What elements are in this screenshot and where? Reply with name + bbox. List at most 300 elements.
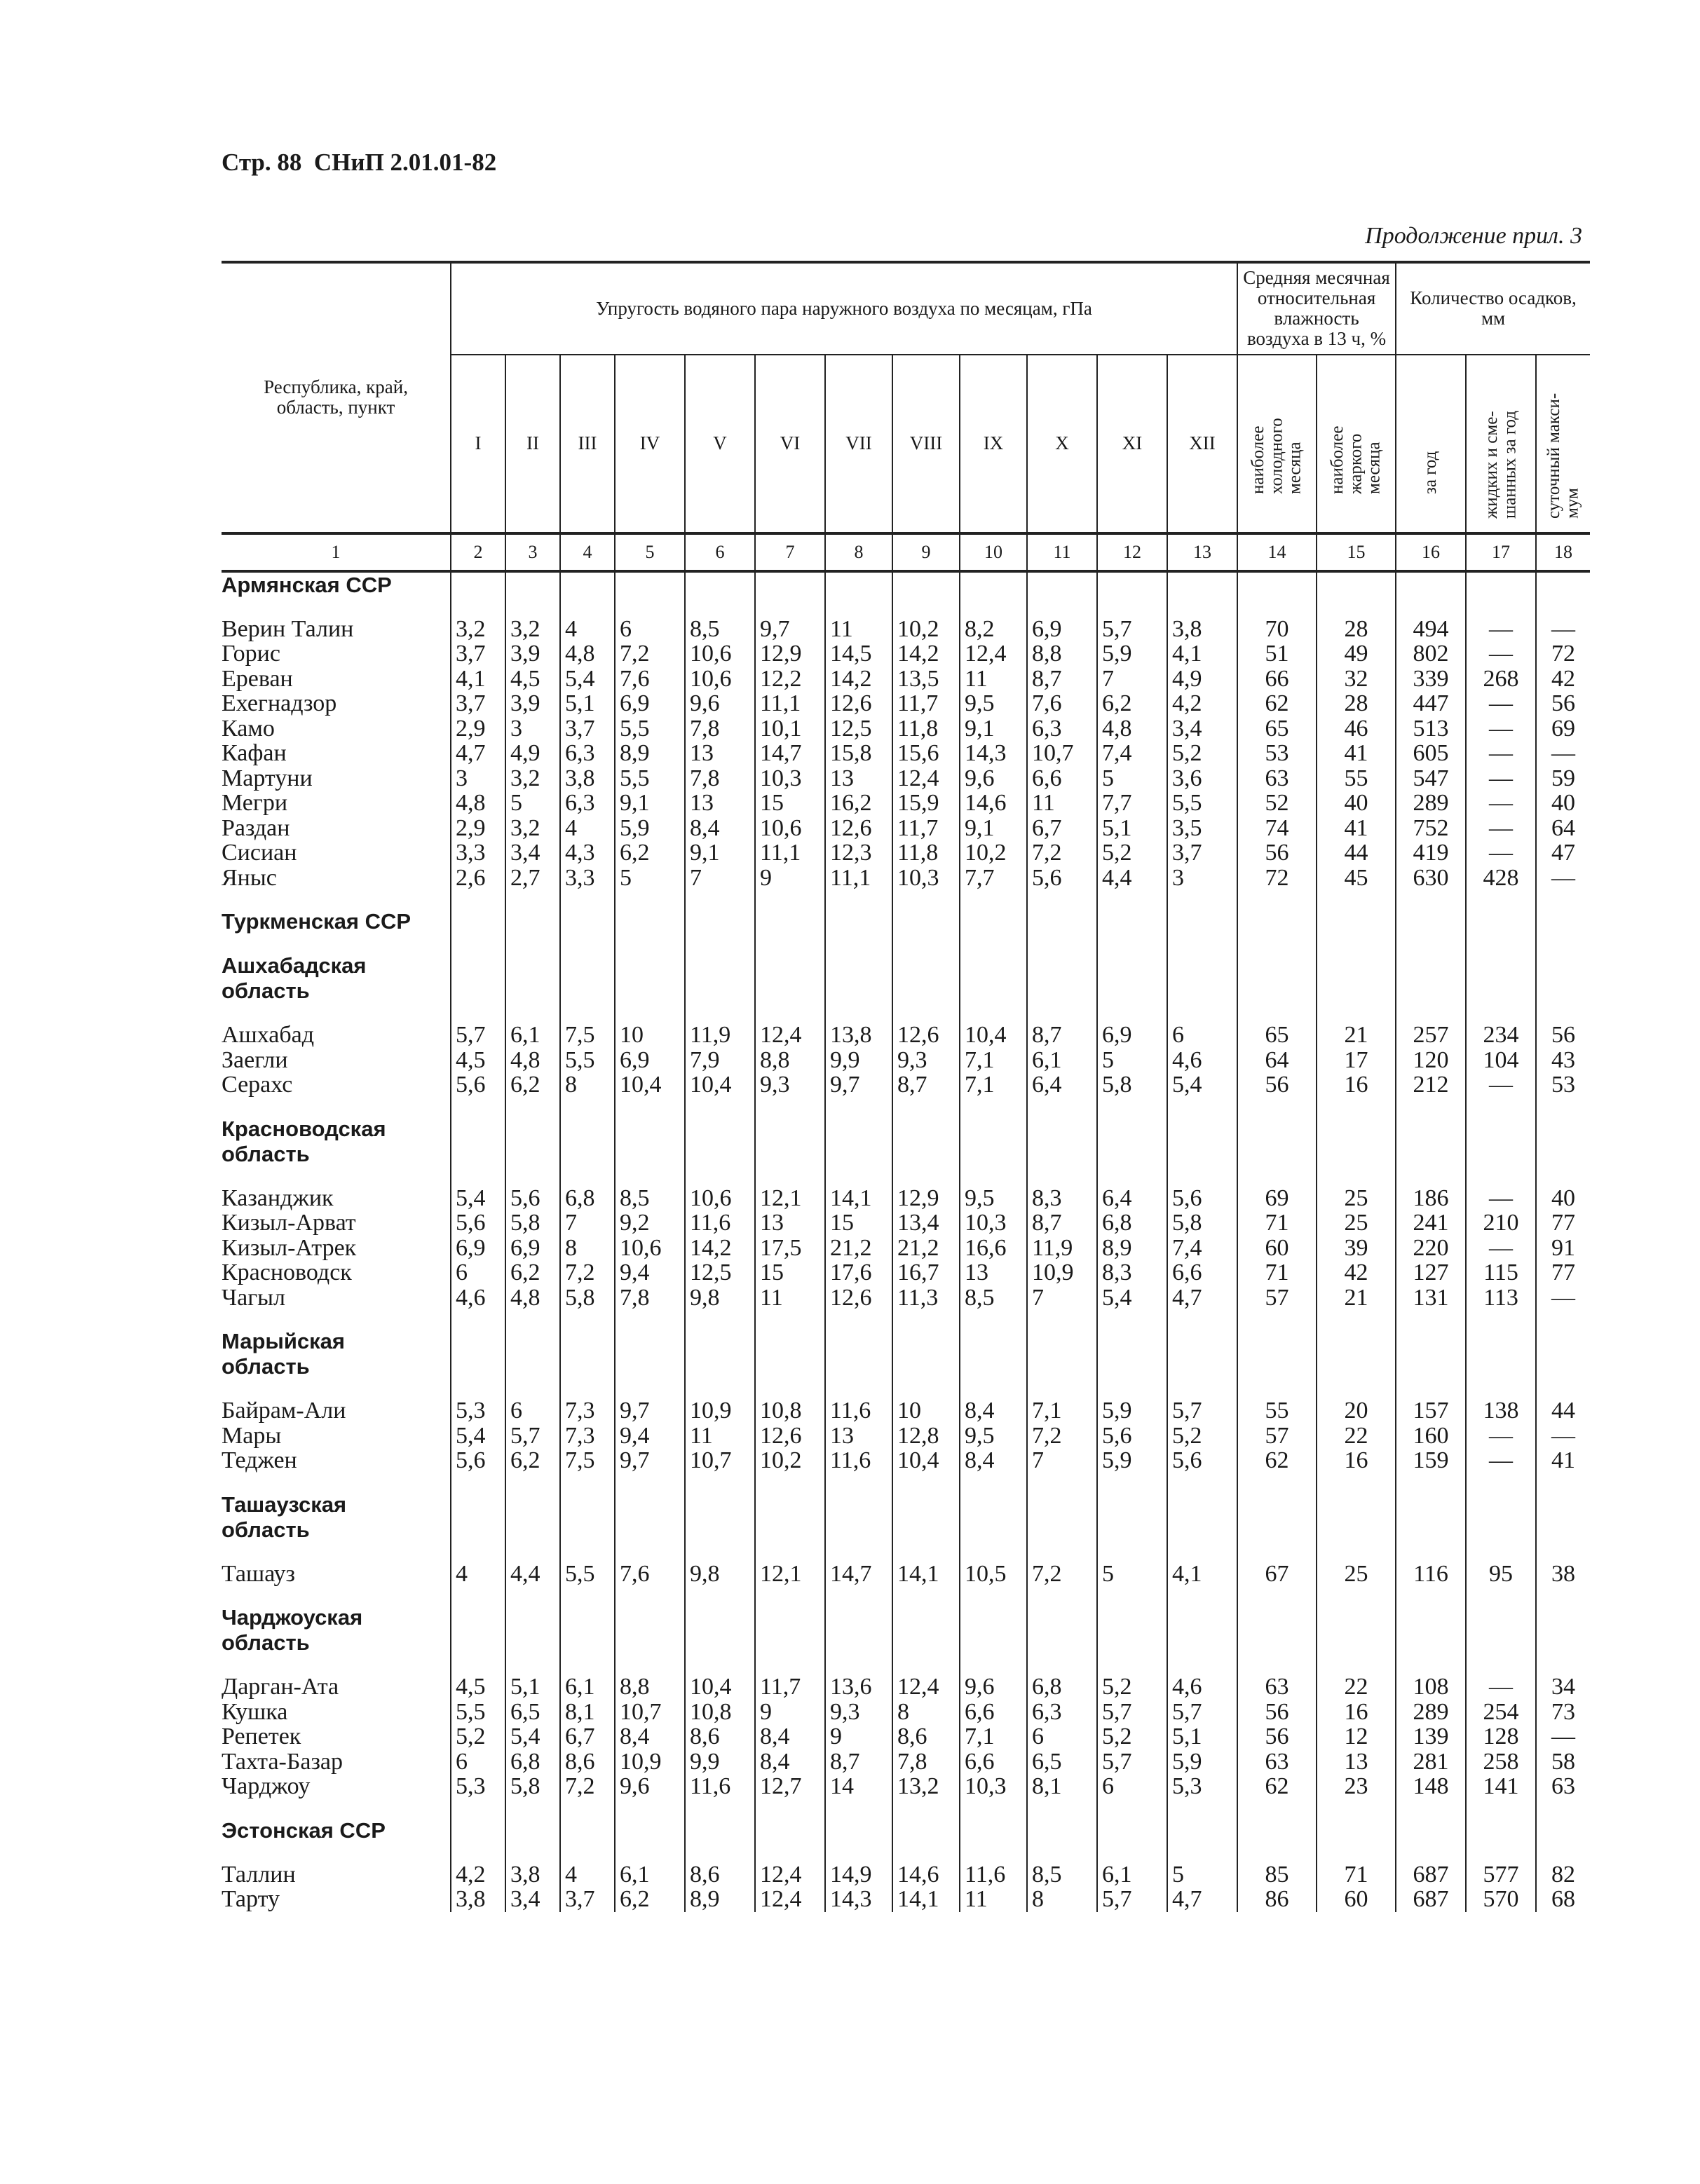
vapor-value: 6,1 — [1097, 1862, 1167, 1888]
climate-table — [222, 261, 1590, 1912]
empty-cell — [560, 1543, 615, 1562]
empty-cell — [505, 1799, 560, 1818]
empty-cell — [560, 1142, 615, 1167]
spacer-row — [222, 1379, 1590, 1398]
empty-cell — [1167, 1329, 1237, 1354]
empty-cell — [1466, 1492, 1536, 1517]
vapor-value: 6,8 — [505, 1749, 560, 1775]
empty-cell — [1097, 909, 1167, 934]
empty-cell — [1317, 1492, 1396, 1517]
empty-cell — [960, 1473, 1027, 1492]
humidity-value: 51 — [1237, 641, 1317, 667]
vapor-value: 7,5 — [560, 1023, 615, 1048]
column-number: 17 — [1466, 533, 1536, 571]
vapor-value: 8,5 — [1027, 1862, 1097, 1888]
table-row — [222, 791, 1590, 816]
empty-cell — [1536, 1799, 1590, 1818]
empty-cell — [685, 1843, 755, 1862]
empty-cell — [1097, 1310, 1167, 1329]
vapor-value: 12,6 — [755, 1424, 825, 1449]
empty-cell — [451, 1492, 505, 1517]
empty-cell — [1027, 1492, 1097, 1517]
empty-cell — [755, 1799, 825, 1818]
vapor-value: 13,5 — [892, 667, 960, 692]
empty-cell — [560, 1818, 615, 1843]
vapor-value: 7,1 — [960, 1048, 1027, 1073]
vapor-value: 7,8 — [892, 1749, 960, 1775]
vapor-value: 11 — [960, 667, 1027, 692]
empty-cell — [1396, 1818, 1466, 1843]
vapor-value: 5,7 — [1097, 1887, 1167, 1912]
humidity-value: 57 — [1237, 1424, 1317, 1449]
empty-cell — [1097, 1799, 1167, 1818]
humidity-value: 74 — [1237, 816, 1317, 841]
empty-cell — [825, 1098, 892, 1117]
humidity-value: 57 — [1237, 1285, 1317, 1311]
empty-cell — [1536, 1517, 1590, 1543]
vapor-value: 9,8 — [685, 1562, 755, 1587]
vapor-value: 2,6 — [451, 866, 505, 891]
vapor-value: 10 — [892, 1398, 960, 1424]
vapor-value: 8,7 — [825, 1749, 892, 1775]
table-row — [222, 1023, 1590, 1048]
empty-cell — [755, 890, 825, 909]
month-header: X — [1027, 355, 1097, 533]
vapor-value: 6,3 — [1027, 1700, 1097, 1725]
region-heading: Чарджоуская — [222, 1605, 363, 1630]
humidity-value: 52 — [1237, 791, 1317, 816]
empty-cell — [755, 1354, 825, 1379]
empty-cell — [755, 571, 825, 598]
vapor-value: 5,3 — [451, 1774, 505, 1799]
empty-cell — [892, 934, 960, 953]
empty-cell — [825, 1543, 892, 1562]
page-number: Стр. 88 — [222, 149, 302, 176]
empty-cell — [1317, 1310, 1396, 1329]
vapor-value: 5,4 — [1097, 1285, 1167, 1311]
empty-cell — [1237, 1799, 1317, 1818]
humidity-value: 46 — [1317, 716, 1396, 742]
vapor-value: 3,7 — [560, 1887, 615, 1912]
empty-cell — [451, 1605, 505, 1630]
empty-cell — [1237, 1473, 1317, 1492]
empty-cell — [560, 1492, 615, 1517]
empty-cell — [685, 1799, 755, 1818]
empty-cell — [1097, 1354, 1167, 1379]
humidity-value: 62 — [1237, 1448, 1317, 1473]
empty-cell — [1027, 598, 1097, 617]
empty-cell — [960, 1818, 1027, 1843]
table-row — [222, 617, 1590, 642]
vapor-value: 3,7 — [560, 716, 615, 742]
empty-cell — [755, 1656, 825, 1674]
humidity-hot-header — [1317, 355, 1396, 533]
vapor-value: 7,8 — [615, 1285, 685, 1311]
vapor-value: 12,4 — [892, 1674, 960, 1700]
vapor-value: 12,6 — [825, 816, 892, 841]
empty-cell — [755, 1117, 825, 1142]
empty-cell — [825, 1630, 892, 1656]
precip-value: 513 — [1396, 716, 1466, 742]
vapor-value: 6,2 — [505, 1260, 560, 1285]
vapor-value: 9,7 — [615, 1448, 685, 1473]
vapor-value: 9,1 — [615, 791, 685, 816]
vapor-value: 12,6 — [825, 691, 892, 716]
vapor-value: 7,2 — [1027, 1424, 1097, 1449]
empty-cell — [960, 1142, 1027, 1167]
spacer-row — [222, 1098, 1590, 1117]
empty-cell — [960, 978, 1027, 1004]
section-row — [222, 571, 1590, 598]
vapor-value: 4 — [560, 617, 615, 642]
vapor-value: 6,8 — [560, 1186, 615, 1211]
empty-cell — [1167, 1818, 1237, 1843]
vapor-value: 3,5 — [1167, 816, 1237, 841]
empty-cell — [892, 909, 960, 934]
empty-cell — [1466, 1329, 1536, 1354]
table-row — [222, 840, 1590, 866]
precip-value: — — [1466, 1236, 1536, 1261]
empty-cell — [960, 934, 1027, 953]
empty-cell — [1466, 1818, 1536, 1843]
precip-value: — — [1536, 1724, 1590, 1749]
humidity-value: 16 — [1317, 1072, 1396, 1098]
table-row — [222, 1210, 1590, 1236]
empty-cell — [451, 1167, 505, 1186]
empty-cell — [1466, 1656, 1536, 1674]
empty-cell — [451, 1329, 505, 1354]
empty-cell — [1167, 953, 1237, 978]
empty-cell — [505, 1656, 560, 1674]
vapor-value: 3,3 — [560, 866, 615, 891]
precip-value: 82 — [1536, 1862, 1590, 1888]
empty-cell — [960, 1098, 1027, 1117]
precip-value: 38 — [1536, 1562, 1590, 1587]
vapor-value: 8,9 — [1097, 1236, 1167, 1261]
empty-cell — [1097, 1656, 1167, 1674]
empty-cell — [685, 1473, 755, 1492]
vapor-value: 5,6 — [451, 1210, 505, 1236]
empty-cell — [1396, 1473, 1466, 1492]
vapor-value: 5,2 — [1097, 1674, 1167, 1700]
region-heading: Эстонская ССР — [222, 1817, 386, 1843]
vapor-value: 11,6 — [960, 1862, 1027, 1888]
spacer — [222, 934, 451, 953]
vapor-value: 10,4 — [615, 1072, 685, 1098]
vapor-value: 8,3 — [1097, 1260, 1167, 1285]
vapor-value: 4,1 — [1167, 1562, 1237, 1587]
empty-cell — [1466, 1843, 1536, 1862]
empty-cell — [1097, 1329, 1167, 1354]
precip-value: 630 — [1396, 866, 1466, 891]
empty-cell — [825, 571, 892, 598]
empty-cell — [1466, 1379, 1536, 1398]
place-name: Тахта-Базар — [222, 1748, 343, 1775]
vapor-value: 4 — [560, 1862, 615, 1888]
vapor-value: 3 — [451, 766, 505, 791]
vapor-value: 14,5 — [825, 641, 892, 667]
empty-cell — [1097, 1379, 1167, 1398]
vapor-value: 11,9 — [1027, 1236, 1097, 1261]
vapor-value: 10,6 — [615, 1236, 685, 1261]
vapor-value: 5,6 — [1097, 1424, 1167, 1449]
document-code: СНиП 2.01.01-82 — [313, 149, 497, 176]
vapor-value: 6 — [615, 617, 685, 642]
place-name: Мегри — [222, 790, 288, 817]
empty-cell — [1317, 1142, 1396, 1167]
precip-value: — — [1536, 866, 1590, 891]
vapor-value: 14,1 — [825, 1186, 892, 1211]
vapor-value: 12,4 — [755, 1023, 825, 1048]
empty-cell — [1097, 1843, 1167, 1862]
empty-cell — [1536, 1329, 1590, 1354]
place-name: Красноводск — [222, 1260, 352, 1286]
empty-cell — [560, 909, 615, 934]
region-heading: Марыйская — [222, 1329, 345, 1354]
precip-value: 115 — [1466, 1260, 1536, 1285]
empty-cell — [560, 1004, 615, 1023]
empty-cell — [560, 1379, 615, 1398]
vapor-value: 10,3 — [755, 766, 825, 791]
vapor-value: 3,8 — [505, 1862, 560, 1888]
empty-cell — [685, 1517, 755, 1543]
empty-cell — [1097, 1167, 1167, 1186]
precip-year-label: за год — [1420, 451, 1440, 494]
empty-cell — [1237, 1586, 1317, 1605]
precip-value: 41 — [1536, 1448, 1590, 1473]
empty-cell — [451, 598, 505, 617]
vapor-value: 9,7 — [825, 1072, 892, 1098]
vapor-value: 13,8 — [825, 1023, 892, 1048]
vapor-value: 4,6 — [1167, 1048, 1237, 1073]
vapor-value: 4,9 — [1167, 667, 1237, 692]
vapor-value: 12,1 — [755, 1562, 825, 1587]
empty-cell — [615, 1354, 685, 1379]
vapor-value: 6,4 — [1027, 1072, 1097, 1098]
empty-cell — [755, 1517, 825, 1543]
empty-cell — [451, 1098, 505, 1117]
vapor-value: 7,9 — [685, 1048, 755, 1073]
precip-value: 428 — [1466, 866, 1536, 891]
empty-cell — [1317, 1329, 1396, 1354]
vapor-value: 8,6 — [685, 1862, 755, 1888]
vapor-value: 7,1 — [960, 1724, 1027, 1749]
empty-cell — [1237, 1310, 1317, 1329]
spacer — [222, 1843, 451, 1862]
empty-cell — [755, 598, 825, 617]
empty-cell — [755, 1098, 825, 1117]
empty-cell — [892, 1586, 960, 1605]
spacer — [222, 1379, 451, 1398]
vapor-value: 13,6 — [825, 1674, 892, 1700]
empty-cell — [560, 1799, 615, 1818]
vapor-value: 10,4 — [685, 1674, 755, 1700]
precip-value: — — [1536, 617, 1590, 642]
empty-cell — [1167, 1142, 1237, 1167]
vapor-value: 11,7 — [755, 1674, 825, 1700]
empty-cell — [615, 1492, 685, 1517]
table-row — [222, 1562, 1590, 1587]
empty-cell — [1237, 1492, 1317, 1517]
empty-cell — [1097, 1492, 1167, 1517]
empty-cell — [1027, 1586, 1097, 1605]
month-header: III — [560, 355, 615, 533]
empty-cell — [505, 1818, 560, 1843]
empty-cell — [892, 1142, 960, 1167]
vapor-value: 12,9 — [755, 641, 825, 667]
precip-value: 186 — [1396, 1186, 1466, 1211]
empty-cell — [505, 571, 560, 598]
vapor-value: 4,7 — [1167, 1887, 1237, 1912]
empty-cell — [560, 1586, 615, 1605]
empty-cell — [505, 1605, 560, 1630]
vapor-value: 10,9 — [685, 1398, 755, 1424]
empty-cell — [1167, 1310, 1237, 1329]
empty-cell — [505, 1586, 560, 1605]
vapor-value: 11 — [960, 1887, 1027, 1912]
empty-cell — [1027, 1117, 1097, 1142]
region-row — [222, 978, 1590, 1004]
vapor-value: 7,1 — [1027, 1398, 1097, 1424]
vapor-value: 5,7 — [1097, 617, 1167, 642]
table-row — [222, 1674, 1590, 1700]
empty-cell — [451, 1379, 505, 1398]
vapor-value: 9,5 — [960, 691, 1027, 716]
column-number: 13 — [1167, 533, 1237, 571]
empty-cell — [960, 1329, 1027, 1354]
empty-cell — [1536, 1004, 1590, 1023]
table-row — [222, 1186, 1590, 1211]
column-number: 2 — [451, 533, 505, 571]
empty-cell — [685, 1310, 755, 1329]
empty-cell — [1027, 1517, 1097, 1543]
humidity-value: 20 — [1317, 1398, 1396, 1424]
empty-cell — [1466, 909, 1536, 934]
vapor-value: 11,9 — [685, 1023, 755, 1048]
empty-cell — [560, 1329, 615, 1354]
vapor-value: 5,9 — [1097, 1398, 1167, 1424]
continuation-note: Продолжение прил. 3 — [1365, 223, 1582, 249]
vapor-value: 14 — [825, 1774, 892, 1799]
vapor-value: 12,2 — [755, 667, 825, 692]
empty-cell — [1317, 1167, 1396, 1186]
vapor-value: 10,6 — [685, 1186, 755, 1211]
empty-cell — [1167, 1379, 1237, 1398]
precip-value: 547 — [1396, 766, 1466, 791]
empty-cell — [825, 1117, 892, 1142]
vapor-value: 8,1 — [560, 1700, 615, 1725]
vapor-value: 4,8 — [1097, 716, 1167, 742]
empty-cell — [615, 1310, 685, 1329]
empty-cell — [1237, 1656, 1317, 1674]
empty-cell — [1027, 1098, 1097, 1117]
empty-cell — [1167, 1543, 1237, 1562]
precip-value: 570 — [1466, 1887, 1536, 1912]
empty-cell — [1536, 1379, 1590, 1398]
precip-value: 104 — [1466, 1048, 1536, 1073]
precip-value: 241 — [1396, 1210, 1466, 1236]
empty-cell — [1396, 1167, 1466, 1186]
empty-cell — [1237, 598, 1317, 617]
vapor-value: 8 — [560, 1072, 615, 1098]
vapor-value: 12,6 — [825, 1285, 892, 1311]
vapor-value: 5,8 — [560, 1285, 615, 1311]
empty-cell — [1466, 1310, 1536, 1329]
vapor-value: 6,1 — [505, 1023, 560, 1048]
vapor-value: 10,7 — [685, 1448, 755, 1473]
vapor-value: 5,5 — [560, 1048, 615, 1073]
precip-value: 577 — [1466, 1862, 1536, 1888]
empty-cell — [685, 1004, 755, 1023]
humidity-value: 66 — [1237, 667, 1317, 692]
precip-value: 40 — [1536, 1186, 1590, 1211]
precip-value: 447 — [1396, 691, 1466, 716]
empty-cell — [892, 1329, 960, 1354]
spacer-row — [222, 1473, 1590, 1492]
empty-cell — [505, 1142, 560, 1167]
place-name: Ташауз — [222, 1560, 295, 1587]
spacer-row — [222, 1004, 1590, 1023]
empty-cell — [1237, 890, 1317, 909]
vapor-value: 6,2 — [505, 1448, 560, 1473]
section-row — [222, 909, 1590, 934]
vapor-value: 9,2 — [615, 1210, 685, 1236]
vapor-value: 5,2 — [1167, 741, 1237, 766]
spacer-row — [222, 1310, 1590, 1329]
empty-cell — [615, 1656, 685, 1674]
vapor-value: 6,9 — [615, 1048, 685, 1073]
place-name: Сисиан — [222, 840, 297, 866]
place-name: Верин Талин — [222, 615, 354, 642]
column-number: 9 — [892, 533, 960, 571]
empty-cell — [1097, 1004, 1167, 1023]
empty-cell — [1167, 1843, 1237, 1862]
empty-cell — [755, 1329, 825, 1354]
region-heading: Ташаузская — [222, 1492, 347, 1517]
empty-cell — [1237, 934, 1317, 953]
empty-cell — [560, 571, 615, 598]
empty-cell — [1317, 1098, 1396, 1117]
vapor-value: 5,9 — [1097, 641, 1167, 667]
empty-cell — [685, 1142, 755, 1167]
empty-cell — [1317, 1004, 1396, 1023]
vapor-value: 5,1 — [1167, 1724, 1237, 1749]
empty-cell — [1317, 934, 1396, 953]
empty-cell — [755, 1818, 825, 1843]
empty-cell — [825, 598, 892, 617]
empty-cell — [1237, 1818, 1317, 1843]
vapor-value: 10 — [615, 1023, 685, 1048]
vapor-value: 5,1 — [1097, 816, 1167, 841]
empty-cell — [505, 598, 560, 617]
region-row — [222, 1117, 1590, 1142]
vapor-value: 8,4 — [615, 1724, 685, 1749]
humidity-value: 72 — [1237, 866, 1317, 891]
empty-cell — [685, 1543, 755, 1562]
empty-cell — [1536, 1142, 1590, 1167]
empty-cell — [960, 598, 1027, 617]
empty-cell — [505, 1167, 560, 1186]
vapor-value: 4,5 — [505, 667, 560, 692]
humidity-value: 41 — [1317, 816, 1396, 841]
empty-cell — [451, 978, 505, 1004]
vapor-value: 14,6 — [892, 1862, 960, 1888]
vapor-value: 8,6 — [685, 1724, 755, 1749]
vapor-value: 9 — [825, 1724, 892, 1749]
empty-cell — [1167, 909, 1237, 934]
empty-cell — [505, 909, 560, 934]
empty-cell — [1027, 1310, 1097, 1329]
